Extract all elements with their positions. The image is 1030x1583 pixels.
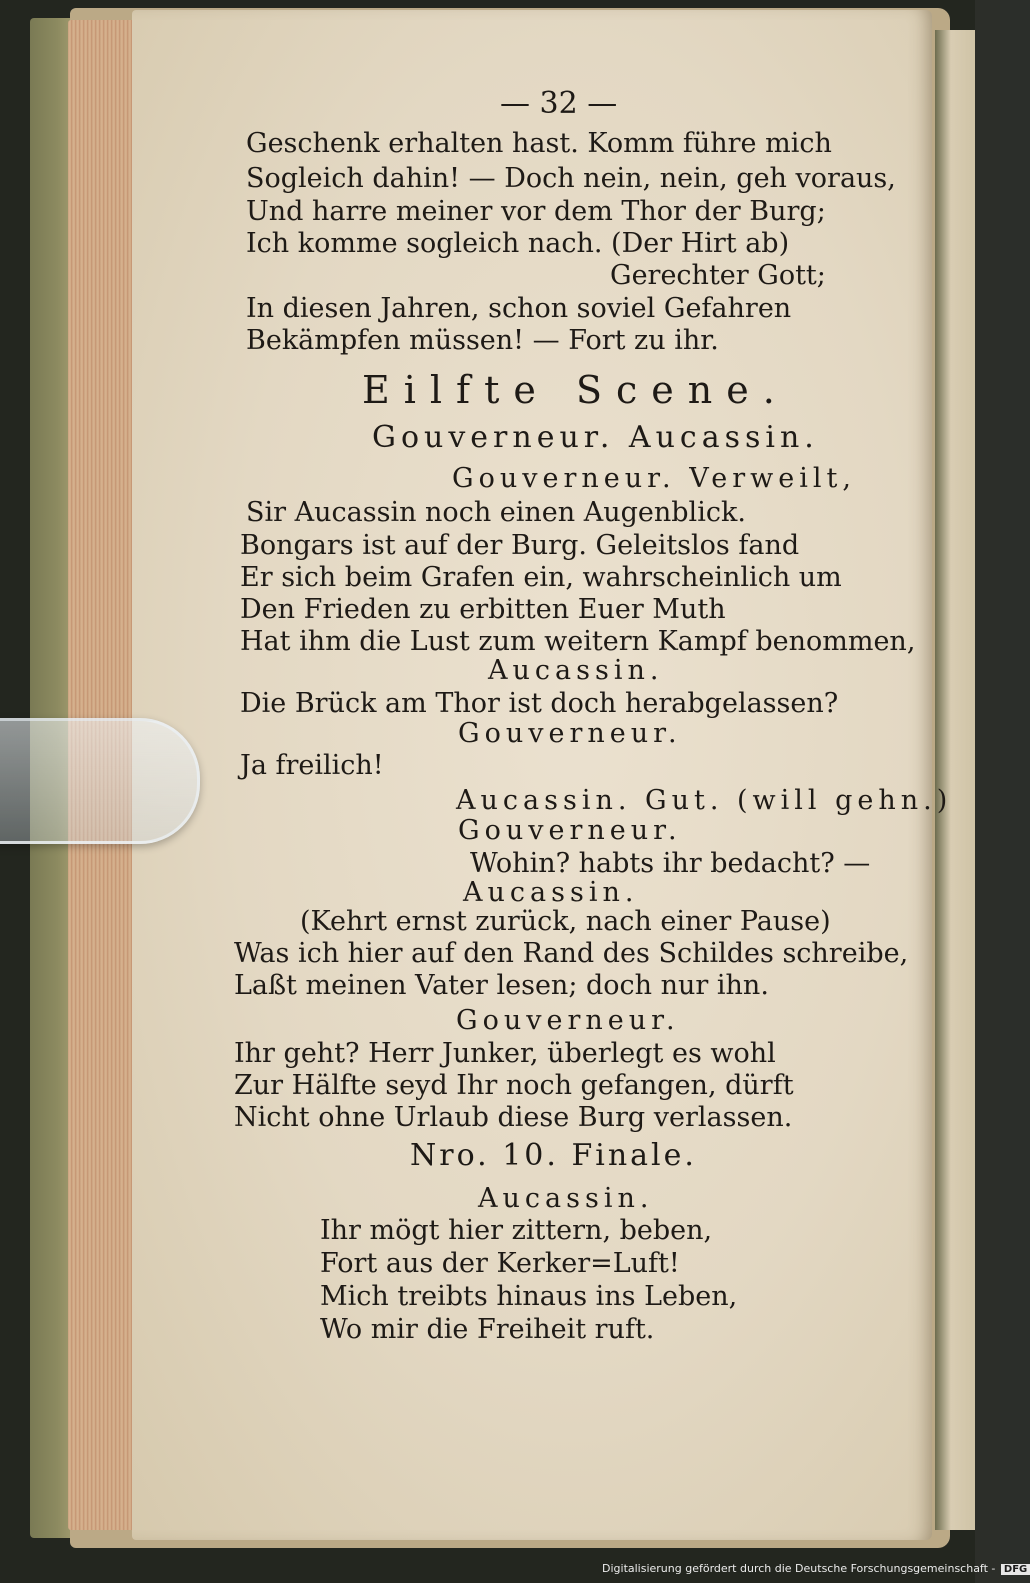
speaker-name: Gouverneur. xyxy=(458,815,682,846)
digitization-footer xyxy=(602,1562,1030,1575)
text-line: Laßt meinen Vater lesen; doch nur ihn. xyxy=(234,970,769,1001)
verse-line: Fort aus der Kerker=Luft! xyxy=(320,1248,680,1279)
text-line: Die Brück am Thor ist doch herabgelassen? xyxy=(240,688,839,719)
text-line: Er sich beim Grafen ein, wahrscheinlich um xyxy=(240,562,842,593)
speaker-name: Aucassin. xyxy=(478,1183,654,1214)
speaker-name: Aucassin. xyxy=(463,877,639,908)
text-line: Sogleich dahin! — Doch nein, nein, geh voraus, xyxy=(246,163,896,194)
text-line: Bongars ist auf der Burg. Geleitslos fand xyxy=(240,530,800,561)
speaker-name: Gouverneur. xyxy=(456,1005,680,1036)
text-line: Geschenk erhalten hast. Komm führe mich xyxy=(246,128,832,159)
scene-heading: Eilfte Scene. xyxy=(362,368,789,412)
number-heading: Nro. 10. Finale. xyxy=(410,1138,697,1173)
speaker-name: Gouverneur. xyxy=(458,718,682,749)
page-clip xyxy=(0,718,200,844)
dfg-logo: DFG xyxy=(1001,1564,1030,1575)
cast-line: Gouverneur. Aucassin. xyxy=(372,420,819,455)
text-line: Den Frieden zu erbitten Euer Muth xyxy=(240,594,726,625)
speaker-line: Aucassin. Gut. (will gehn.) xyxy=(456,785,953,816)
text-line: Hat ihm die Lust zum weitern Kampf benommen, xyxy=(240,626,916,657)
text-line: Nicht ohne Urlaub diese Burg verlassen. xyxy=(234,1102,793,1133)
verse-line: Wo mir die Freiheit ruft. xyxy=(320,1314,655,1345)
text-line: Und harre meiner vor dem Thor der Burg; xyxy=(246,196,826,227)
stage-direction: (Kehrt ernst zurück, nach einer Pause) xyxy=(300,906,831,937)
speaker-name: Aucassin. xyxy=(488,655,664,686)
text-line: Bekämpfen müssen! — Fort zu ihr. xyxy=(246,325,719,356)
text-line: Ja freilich! xyxy=(240,750,384,781)
text-line: Wohin? habts ihr bedacht? — xyxy=(470,848,871,879)
book-gutter xyxy=(935,30,975,1530)
speaker-line: Gouverneur. Verweilt, xyxy=(452,463,856,494)
scan-right-margin xyxy=(975,0,1000,1583)
text-line: In diesen Jahren, schon soviel Gefahren xyxy=(246,293,792,324)
verse-line: Mich treibts hinaus ins Leben, xyxy=(320,1281,738,1312)
page-number: — 32 — xyxy=(500,86,618,121)
footer-text: Digitalisierung gefördert durch die Deutsche Forschungsgemeinschaft - xyxy=(602,1562,996,1575)
text-line: Sir Aucassin noch einen Augenblick. xyxy=(246,497,746,528)
text-line: Zur Hälfte seyd Ihr noch gefangen, dürft xyxy=(234,1070,794,1101)
text-line: Ihr geht? Herr Junker, überlegt es wohl xyxy=(234,1038,776,1069)
verse-line: Ihr mögt hier zittern, beben, xyxy=(320,1215,713,1246)
text-line: Was ich hier auf den Rand des Schildes schreibe, xyxy=(234,938,909,969)
text-line: Gerechter Gott; xyxy=(610,260,826,291)
text-line: Ich komme sogleich nach. (Der Hirt ab) xyxy=(246,228,790,259)
